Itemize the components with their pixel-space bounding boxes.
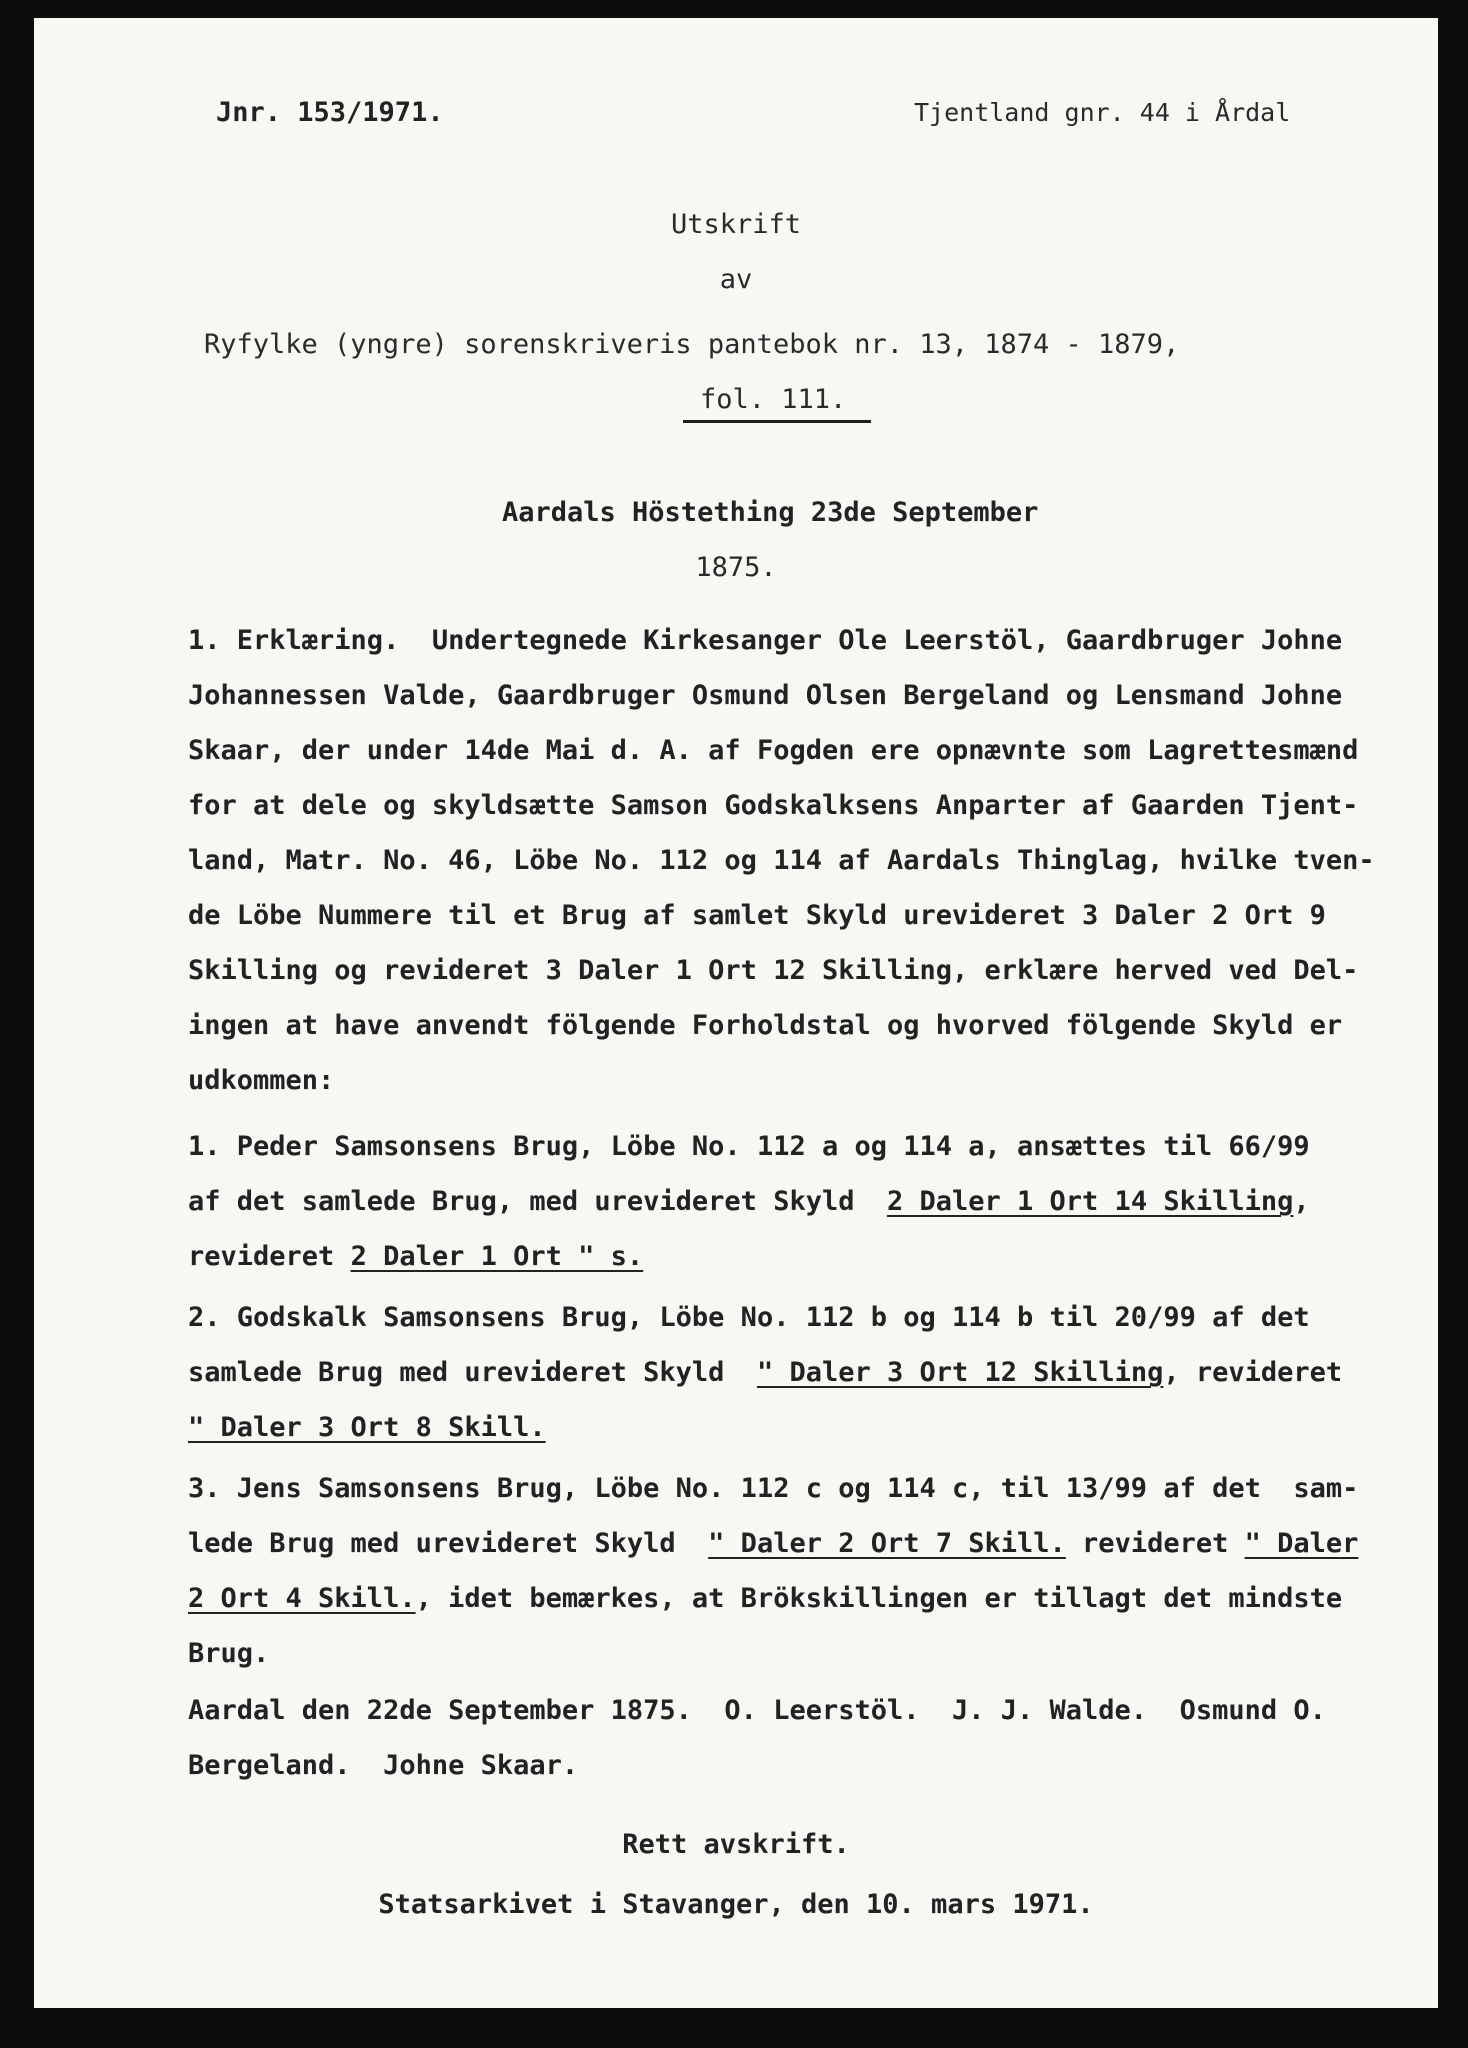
body-line-3: Skaar, der under 14de Mai d. A. af Fogden ere opnævnte som Lagrettesmænd [188, 735, 1359, 766]
item-1-line-2 [188, 1185, 1310, 1219]
item-2-revised-value: " Daler 3 Ort 8 Skill. [188, 1412, 546, 1443]
item-3-line-1: 3. Jens Samsonsens Brug, Löbe No. 112 c og 114 c, til 13/99 af det sam- [188, 1473, 1359, 1504]
body-line-7: Skilling og revideret 3 Daler 1 Ort 12 Skilling, erklære herved ved Del- [188, 955, 1359, 986]
item-1-line-2-text: af det samlede Brug, med urevideret Skyld [188, 1186, 887, 1217]
item-3-unrevised-value: " Daler 2 Ort 7 Skill. [708, 1528, 1066, 1559]
session-year: 1875. [695, 552, 777, 583]
title-pantebok: Ryfylke (yngre) sorenskriveris pantebok nr. 13, 1874 - 1879, [204, 329, 1180, 360]
title-av: av [719, 264, 753, 295]
document-page [34, 18, 1438, 2008]
item-2-line-2-end: , revideret [1163, 1357, 1343, 1388]
item-1-line-2-end: , [1293, 1186, 1310, 1217]
item-1-line-1: 1. Peder Samsonsens Brug, Löbe No. 112 a og 114 a, ansættes til 66/99 [188, 1131, 1310, 1162]
body-line-5: land, Matr. No. 46, Löbe No. 112 og 114 af Aardals Thinglag, hvilke tven- [188, 845, 1375, 876]
body-line-2: Johannessen Valde, Gaardbruger Osmund Olsen Bergeland og Lensmand Johne [188, 680, 1343, 711]
journal-number: Jnr. 153/1971. [216, 97, 444, 128]
item-3-line-2 [188, 1527, 1358, 1561]
item-3-line-2-text: lede Brug med urevideret Skyld [188, 1528, 709, 1559]
item-1-revised-value: 2 Daler 1 Ort " s. [350, 1241, 644, 1272]
item-2-line-3 [188, 1411, 546, 1445]
body-line-9: udkommen: [188, 1065, 335, 1096]
body-line-6: de Löbe Nummere til et Brug af samlet Skyld urevideret 3 Daler 2 Ort 9 [188, 900, 1326, 931]
body-line-4: for at dele og skyldsætte Samson Godskalksens Anparter af Gaarden Tjent- [188, 790, 1359, 821]
item-2-line-2-text: samlede Brug med urevideret Skyld [188, 1357, 757, 1388]
session-heading: Aardals Höstething 23de September [502, 497, 1039, 528]
item-2-line-1: 2. Godskalk Samsonsens Brug, Löbe No. 112 b og 114 b til 20/99 af det [188, 1302, 1310, 1333]
body-line-1: 1. Erklæring. Undertegnede Kirkesanger Ole Leerstöl, Gaardbruger Johne [188, 625, 1343, 656]
item-1-line-3-text: revideret [188, 1241, 351, 1272]
title-folio: fol. 111. [700, 384, 847, 415]
item-2-unrevised-value: " Daler 3 Ort 12 Skilling [756, 1357, 1164, 1388]
item-3-line-3 [188, 1582, 1342, 1616]
certified-copy: Rett avskrift. [622, 1829, 850, 1860]
item-3-line-3-text: , idet bemærkes, at Brökskillingen er tillagt det mindste [415, 1583, 1343, 1614]
item-3-line-2-mid: revideret [1065, 1528, 1245, 1559]
body-line-8: ingen at have anvendt fölgende Forholdstal og hvorved fölgende Skyld er [188, 1010, 1343, 1041]
property-reference: Tjentland gnr. 44 i Årdal [914, 98, 1291, 127]
item-1-line-3 [188, 1240, 643, 1274]
item-3-line-4: Brug. [188, 1638, 270, 1669]
signature-line-2: Bergeland. Johne Skaar. [188, 1750, 579, 1781]
signature-line-1: Aardal den 22de September 1875. O. Leerstöl. J. J. Walde. Osmund O. [188, 1695, 1326, 1726]
title-utskrift: Utskrift [670, 209, 802, 240]
archive-date-line: Statsarkivet i Stavanger, den 10. mars 1971. [378, 1889, 1094, 1920]
item-3-revised-value-end: 2 Ort 4 Skill. [188, 1583, 416, 1614]
item-2-line-2 [188, 1356, 1342, 1390]
item-3-revised-value-start: " Daler [1244, 1528, 1359, 1559]
folio-underline [683, 420, 871, 423]
item-1-unrevised-value: 2 Daler 1 Ort 14 Skilling [886, 1186, 1294, 1217]
